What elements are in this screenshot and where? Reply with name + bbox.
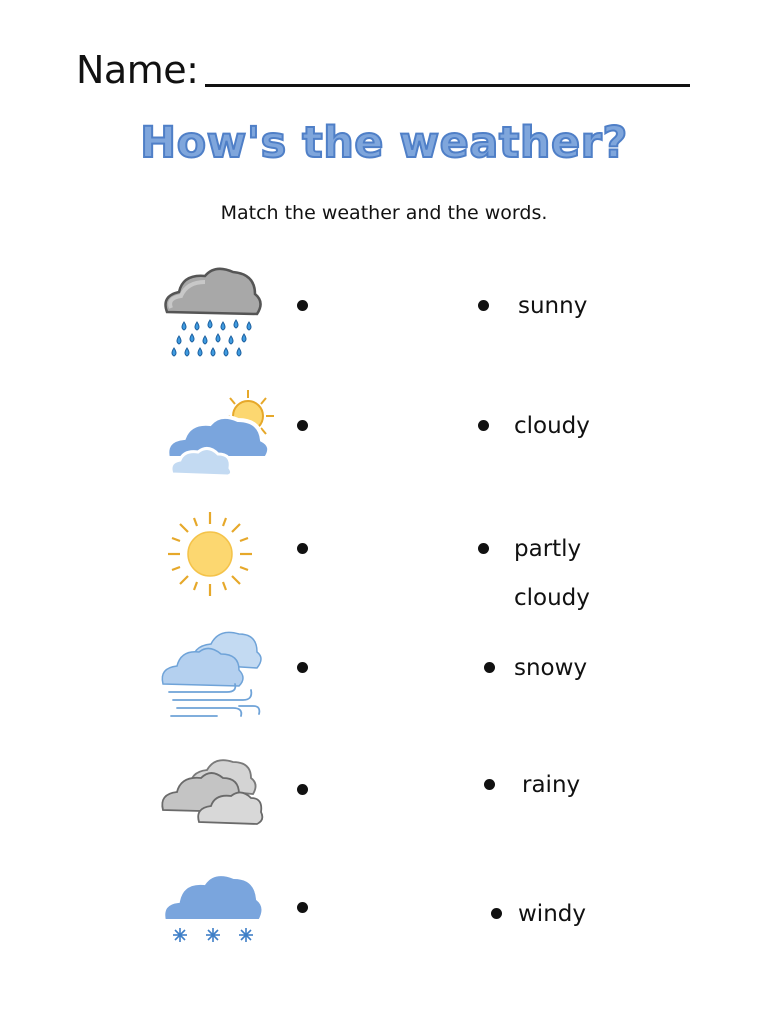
- worksheet-title: How's the weather?: [140, 118, 628, 168]
- word-cloudy: cloudy: [514, 413, 590, 439]
- cloudy-icon: [159, 754, 265, 826]
- windy-icon: [157, 624, 265, 722]
- word-windy: windy: [518, 901, 586, 927]
- name-label: Name:: [76, 48, 199, 92]
- name-write-line[interactable]: [205, 84, 690, 87]
- instruction-text: Match the weather and the words.: [220, 202, 548, 224]
- picture-dot-4[interactable]: [297, 662, 308, 673]
- sun-icon: [164, 510, 256, 598]
- word-dot-6[interactable]: [491, 908, 502, 919]
- picture-dot-1[interactable]: [297, 300, 308, 311]
- word-sunny: sunny: [518, 293, 588, 319]
- picture-dot-6[interactable]: [297, 902, 308, 913]
- word-dot-1[interactable]: [478, 300, 489, 311]
- picture-dot-2[interactable]: [297, 420, 308, 431]
- word-dot-4[interactable]: [484, 662, 495, 673]
- word-cloudy-2: cloudy: [514, 585, 590, 611]
- rain-cloud-icon: [157, 262, 267, 362]
- word-partly: partly: [514, 536, 582, 562]
- word-rainy: rainy: [522, 772, 581, 798]
- snow-cloud-icon: [158, 865, 270, 951]
- word-dot-2[interactable]: [478, 420, 489, 431]
- partly-cloudy-icon: [162, 388, 280, 483]
- picture-dot-5[interactable]: [297, 784, 308, 795]
- word-snowy: snowy: [514, 655, 588, 681]
- picture-dot-3[interactable]: [297, 543, 308, 554]
- word-dot-5[interactable]: [484, 779, 495, 790]
- word-dot-3[interactable]: [478, 543, 489, 554]
